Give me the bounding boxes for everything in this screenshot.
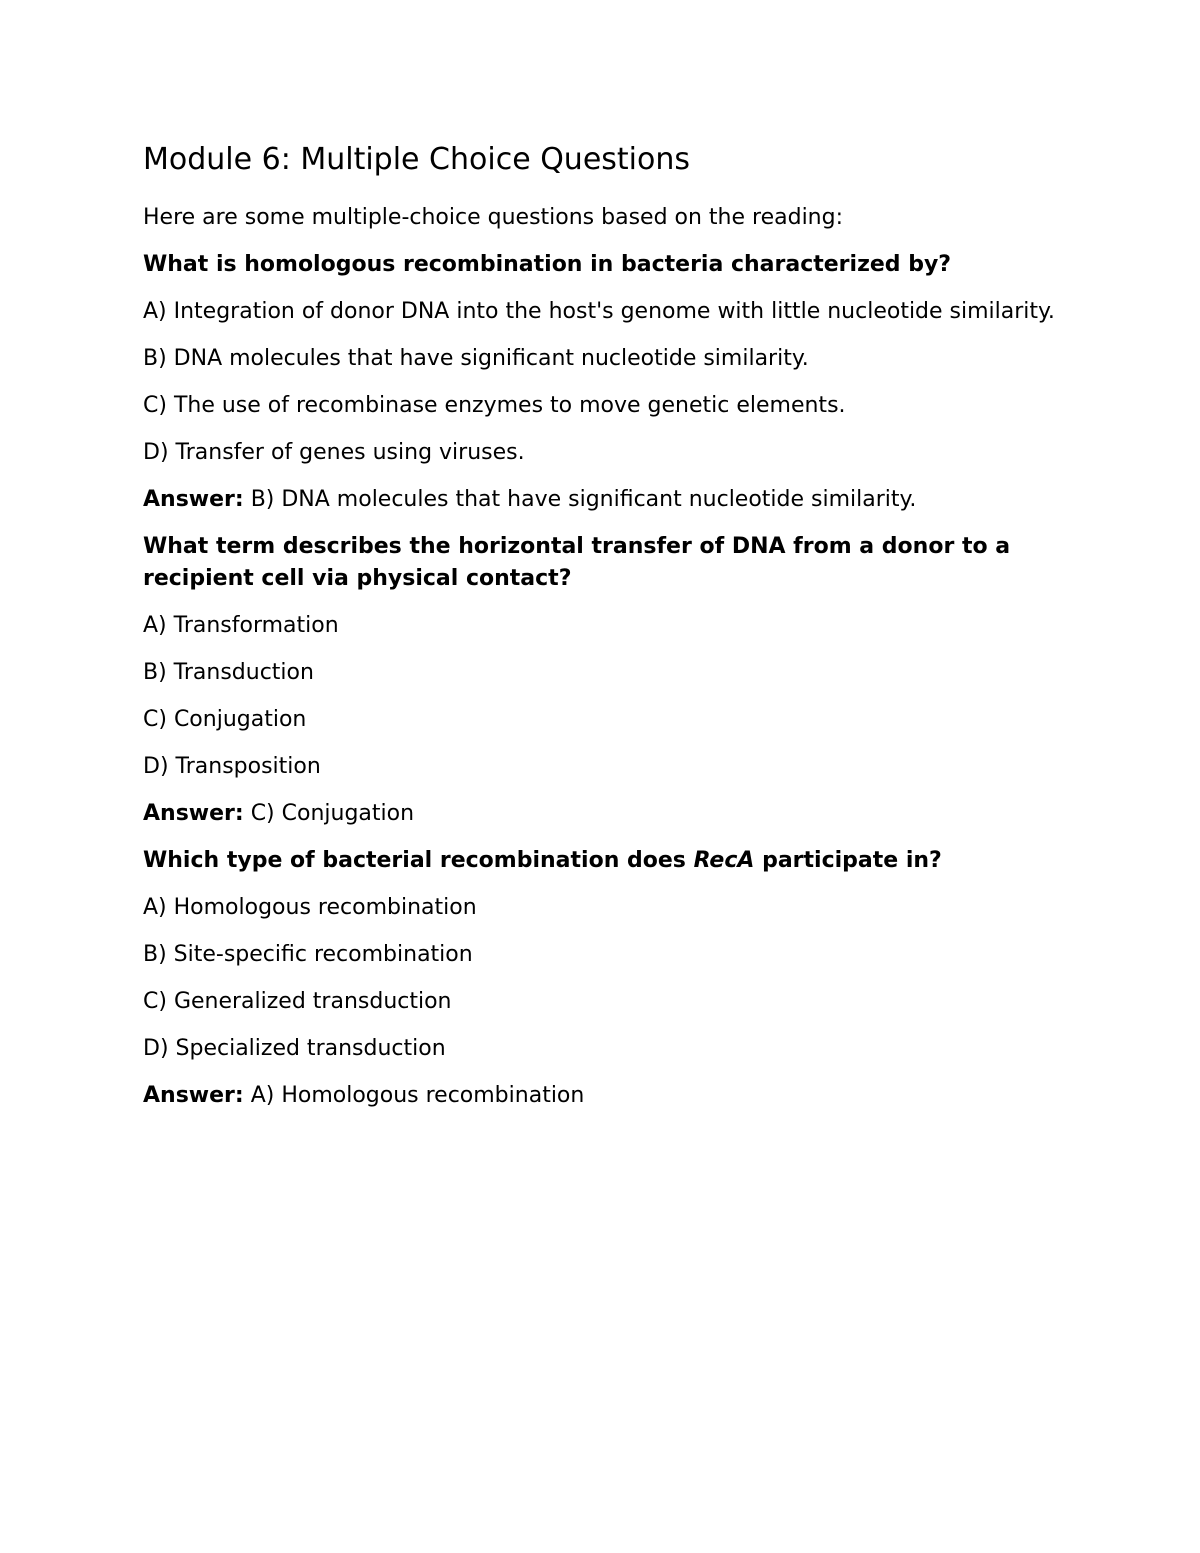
- answer-line: [143, 798, 1063, 830]
- option-b: B) Site-specific recombination: [143, 942, 473, 967]
- question-text: [143, 845, 1063, 877]
- answer-text: C) Conjugation: [250, 801, 415, 826]
- option-d: D) Specialized transduction: [143, 1036, 446, 1061]
- document-page: [143, 140, 1063, 1127]
- question-block-1: [143, 249, 1063, 516]
- intro-text: Here are some multiple-choice questions based on the reading:: [143, 205, 844, 230]
- question-text: What is homologous recombination in bacteria characterized by?: [143, 252, 952, 277]
- answer-label: Answer:: [143, 487, 244, 512]
- option-c: C) The use of recombinase enzymes to move genetic elements.: [143, 393, 846, 418]
- option-a: A) Integration of donor DNA into the host's genome with little nucleotide similarity.: [143, 299, 1055, 324]
- option-b: B) DNA molecules that have significant nucleotide similarity.: [143, 346, 809, 371]
- option-d: D) Transposition: [143, 754, 321, 779]
- question-block-3: [143, 845, 1063, 1112]
- option-a: A) Homologous recombination: [143, 895, 477, 920]
- answer-text: A) Homologous recombination: [250, 1083, 585, 1108]
- answer-label: Answer:: [143, 1083, 244, 1108]
- question-text-before: Which type of bacterial recombination does: [143, 848, 694, 873]
- option-d: D) Transfer of genes using viruses.: [143, 440, 525, 465]
- answer-line: [143, 484, 1063, 516]
- question-text-italic: RecA: [693, 848, 755, 873]
- option-a: A) Transformation: [143, 613, 339, 638]
- question-text-after: participate in?: [754, 848, 942, 873]
- option-c: C) Generalized transduction: [143, 989, 452, 1014]
- option-c: C) Conjugation: [143, 707, 307, 732]
- answer-text: B) DNA molecules that have significant nucleotide similarity.: [250, 487, 917, 512]
- answer-line: [143, 1080, 1063, 1112]
- question-block-2: [143, 531, 1063, 830]
- question-text: What term describes the horizontal transfer of DNA from a donor to a recipient cell via physical contact?: [143, 534, 1011, 591]
- answer-label: Answer:: [143, 801, 244, 826]
- document-title: Module 6: Multiple Choice Questions: [143, 142, 691, 177]
- option-b: B) Transduction: [143, 660, 314, 685]
